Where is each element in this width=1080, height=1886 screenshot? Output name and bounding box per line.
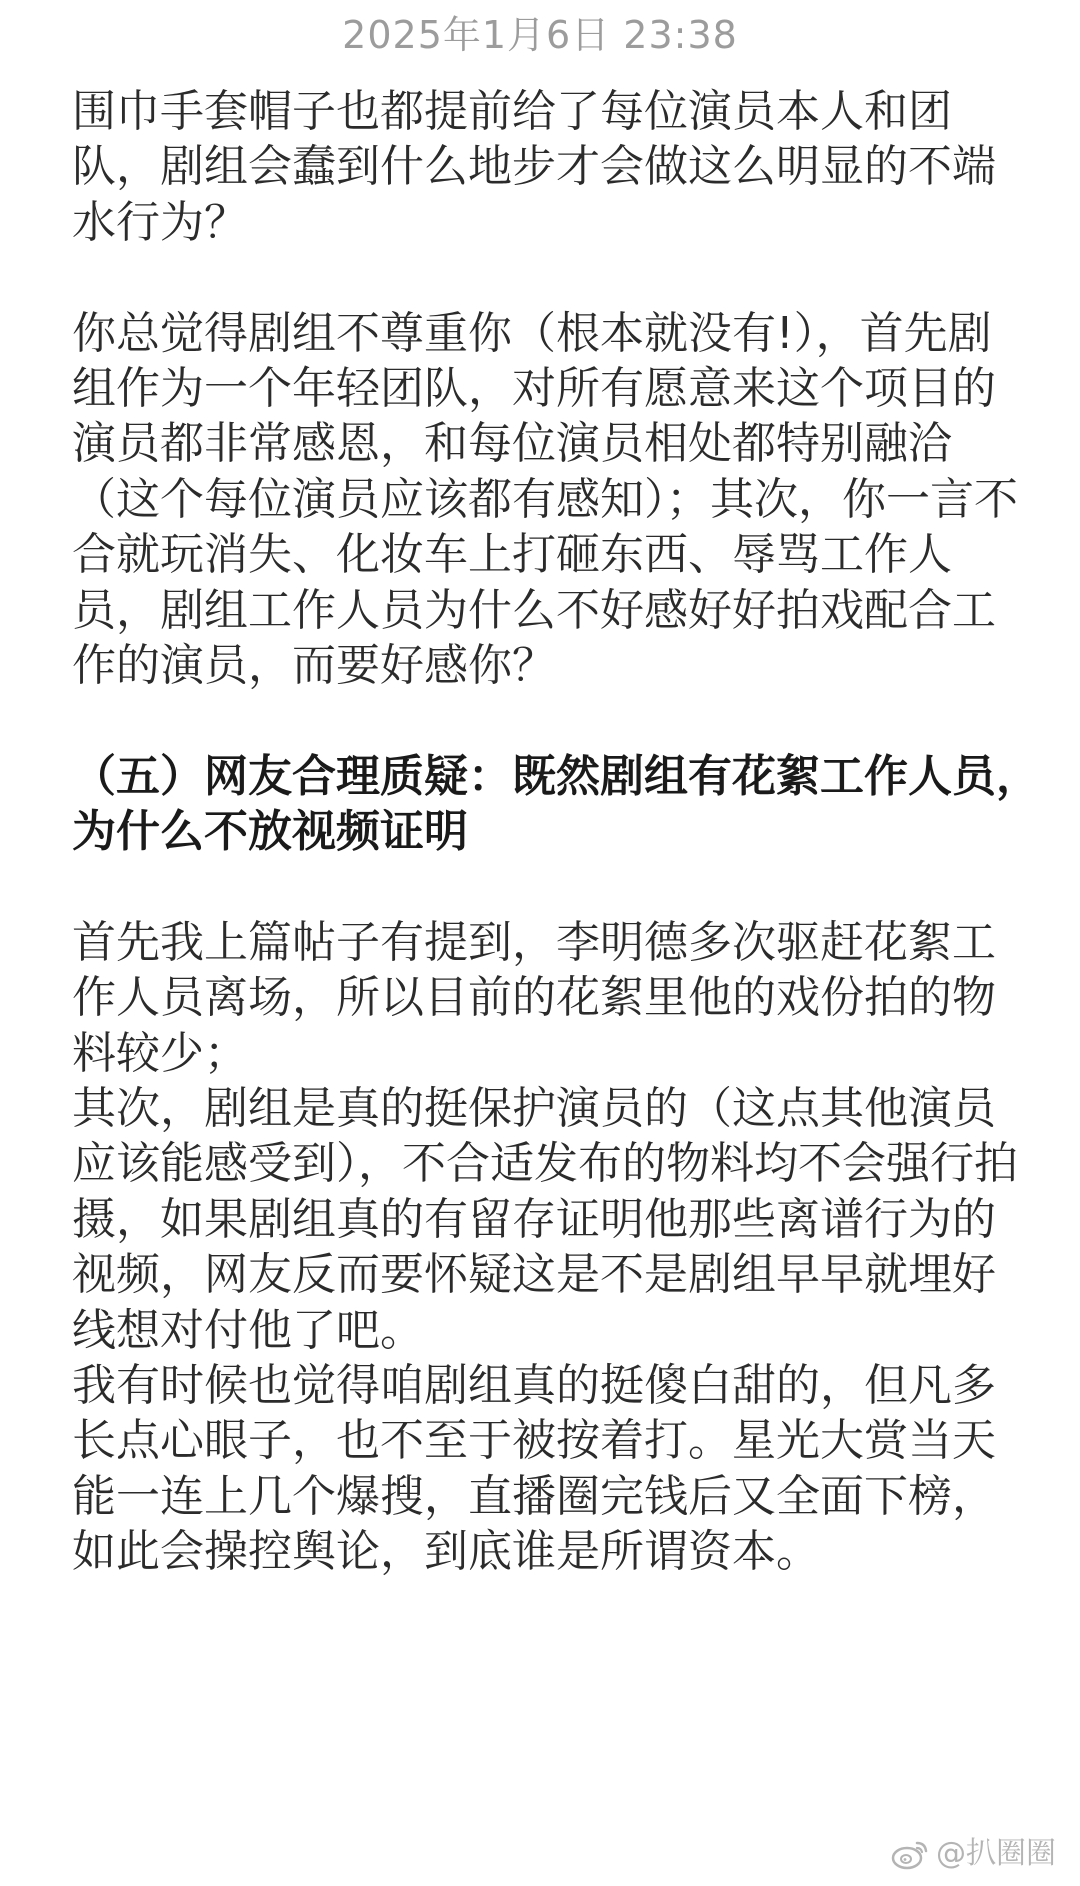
text-line: 应该能感受到），不合适发布的物料均不会强行拍 — [72, 1138, 1018, 1190]
paragraph-gap — [72, 693, 1012, 748]
text-line: 料较少； — [72, 1027, 248, 1079]
text-line: 员，剧组工作人员为什么不好感好好拍戏配合工 — [72, 584, 996, 636]
text-line: 如此会操控舆论，到底谁是所谓资本。 — [72, 1526, 820, 1578]
text-line: 摄，如果剧组真的有留存证明他那些离谱行为的 — [72, 1193, 996, 1245]
section-heading-line: （五）网友合理质疑：既然剧组有花絮工作人员， — [72, 750, 1040, 802]
text-line: 能一连上几个爆搜，直播圈完钱后又全面下榜， — [72, 1470, 996, 1522]
paragraph-gap — [72, 859, 1012, 914]
text-line: 首先我上篇帖子有提到，李明德多次驱赶花絮工 — [72, 916, 996, 968]
post-timestamp: 2025年1月6日 23:38 — [342, 13, 738, 57]
text-line: 视频，网友反而要怀疑这是不是剧组早早就埋好 — [72, 1249, 996, 1301]
weibo-watermark — [890, 1836, 1056, 1872]
article-body — [72, 84, 1040, 1580]
text-line: 水行为？ — [72, 196, 248, 248]
text-line: 线想对付他了吧。 — [72, 1304, 424, 1356]
text-line: 作人员离场，所以目前的花絮里他的戏份拍的物 — [72, 972, 996, 1024]
text-line: 我有时候也觉得咱剧组真的挺傻白甜的，但凡多 — [72, 1359, 996, 1411]
watermark-handle: @扒圈圈 — [936, 1836, 1056, 1871]
text-line: 长点心眼子，也不至于被按着打。星光大赏当天 — [72, 1415, 996, 1467]
text-line: 组作为一个年轻团队，对所有愿意来这个项目的 — [72, 362, 996, 414]
text-line: 围巾手套帽子也都提前给了每位演员本人和团 — [72, 86, 952, 137]
weibo-icon — [890, 1837, 930, 1871]
text-line: 演员都非常感恩，和每位演员相处都特别融洽 — [72, 418, 952, 470]
paragraph-gap — [72, 250, 1012, 305]
text-line: 其次，剧组是真的挺保护演员的（这点其他演员 — [72, 1083, 996, 1135]
text-line: 队，剧组会蠢到什么地步才会做这么明显的不端 — [72, 141, 996, 193]
section-heading-line: 为什么不放视频证明 — [72, 806, 468, 858]
text-line: 合就玩消失、化妆车上打砸东西、辱骂工作人 — [72, 529, 952, 581]
text-line: 你总觉得剧组不尊重你（根本就没有!），首先剧 — [72, 307, 992, 359]
text-line: （这个每位演员应该都有感知）；其次，你一言不 — [72, 473, 1018, 525]
text-line: 作的演员，而要好感你？ — [72, 639, 556, 691]
